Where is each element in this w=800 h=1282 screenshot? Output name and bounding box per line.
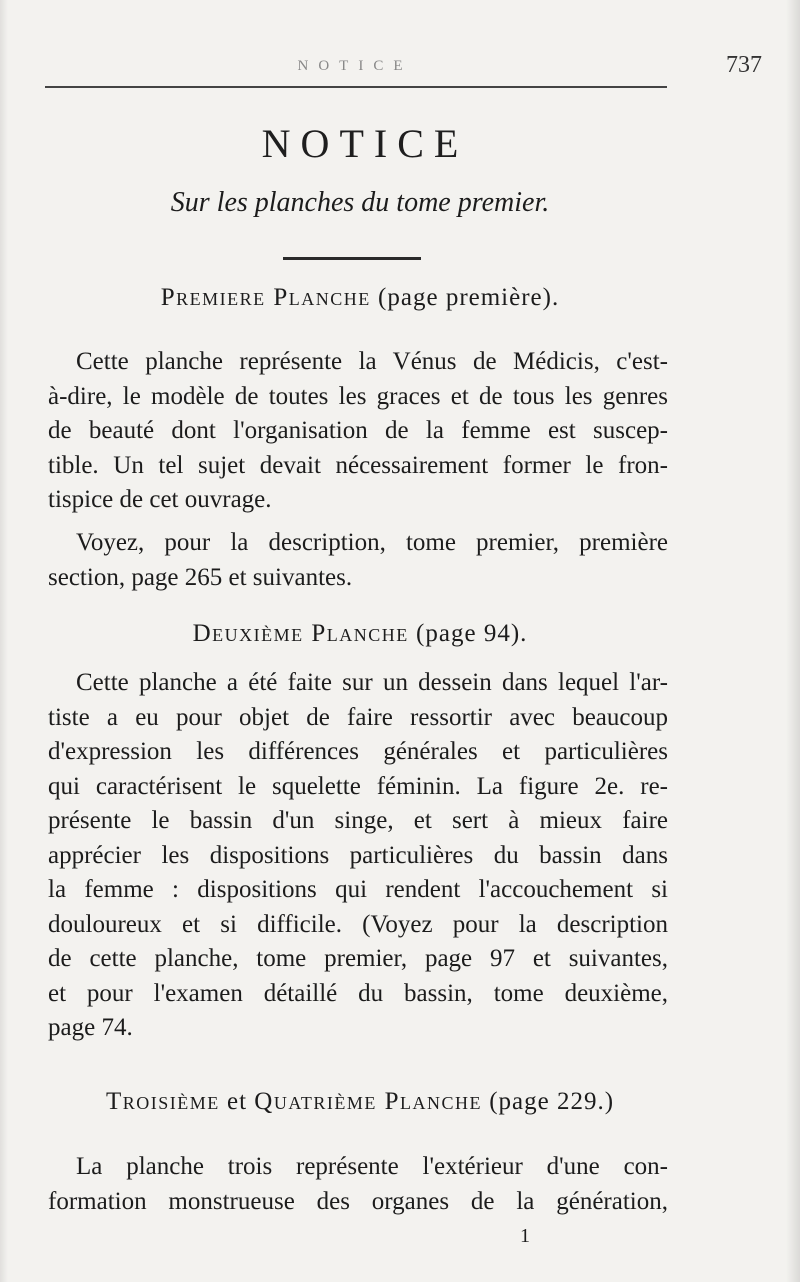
text-line: La planche trois représente l'extérieur d'une con-: [76, 1153, 668, 1180]
text-line: Cette planche a été faite sur un dessein dans lequel l'ar-: [76, 669, 668, 696]
text-line: qui caractérisent le squelette féminin. La figure 2e. re-: [48, 772, 668, 800]
section-heading-3-conj: et: [226, 1088, 248, 1115]
text-line: formation monstrueuse des organes de la génération,: [48, 1187, 668, 1215]
section-1-paragraph-2: [48, 526, 668, 595]
text-line: tible. Un tel sujet devait nécessairement former le fron-: [48, 451, 668, 479]
page-title: NOTICE: [261, 121, 469, 166]
text-line: section, page 265 et suivantes.: [48, 563, 353, 591]
section-2-paragraph: [48, 666, 668, 1046]
text-line: à-dire, le modèle de toutes les graces et de tous les genres: [48, 382, 668, 410]
page-subtitle: Sur les planches du tome premier.: [170, 187, 550, 218]
text-line: présente le bassin d'un singe, et sert à mieux faire: [48, 807, 668, 834]
title-rule: [283, 257, 421, 260]
section-heading-1-name: Premiere Planche: [160, 284, 371, 311]
section-3-paragraph: [48, 1150, 668, 1219]
section-heading-3-page: (page 229.): [489, 1088, 615, 1115]
section-heading-2-name: Deuxième Planche: [192, 620, 409, 647]
text-line: de cette planche, tome premier, page 97 et suivantes,: [48, 945, 668, 972]
text-line: Voyez, pour la description, tome premier, première: [76, 529, 668, 556]
running-head: NOTICE: [297, 58, 413, 74]
text-line: d'expression les différences générales et particulières: [48, 738, 668, 765]
page-number: 737: [726, 52, 762, 78]
text-line: apprécier les dispositions particulières du bassin dans: [48, 841, 668, 869]
section-heading-3-name-a: Troisième: [105, 1088, 220, 1115]
text-line: Cette planche représente la Vénus de Médicis, c'est-: [76, 348, 668, 375]
section-heading-2: [0, 620, 720, 648]
text-line: de beauté dont l'organisation de la femme est suscep-: [48, 417, 668, 444]
section-heading-2-page: (page 94).: [416, 620, 528, 647]
header-rule: [45, 86, 667, 88]
text-line: page 74.: [48, 1014, 133, 1041]
text-line: tispice de cet ouvrage.: [48, 486, 272, 513]
section-heading-1-page: (page première).: [378, 284, 560, 311]
signature-mark: 1: [520, 1225, 530, 1247]
section-heading-3-name-b: Quatrième Planche: [254, 1088, 482, 1115]
page-right-edge: [786, 0, 800, 1282]
section-heading-1: [0, 284, 720, 312]
text-line: tiste a eu pour objet de faire ressortir avec beaucoup: [48, 703, 668, 731]
section-1-paragraph-1: [48, 345, 668, 518]
section-heading-3: [0, 1088, 720, 1116]
text-line: douloureux et si difficile. (Voyez pour la description: [48, 910, 668, 938]
text-line: et pour l'examen détaillé du bassin, tome deuxième,: [48, 979, 668, 1007]
text-line: la femme : dispositions qui rendent l'accouchement si: [48, 876, 668, 903]
